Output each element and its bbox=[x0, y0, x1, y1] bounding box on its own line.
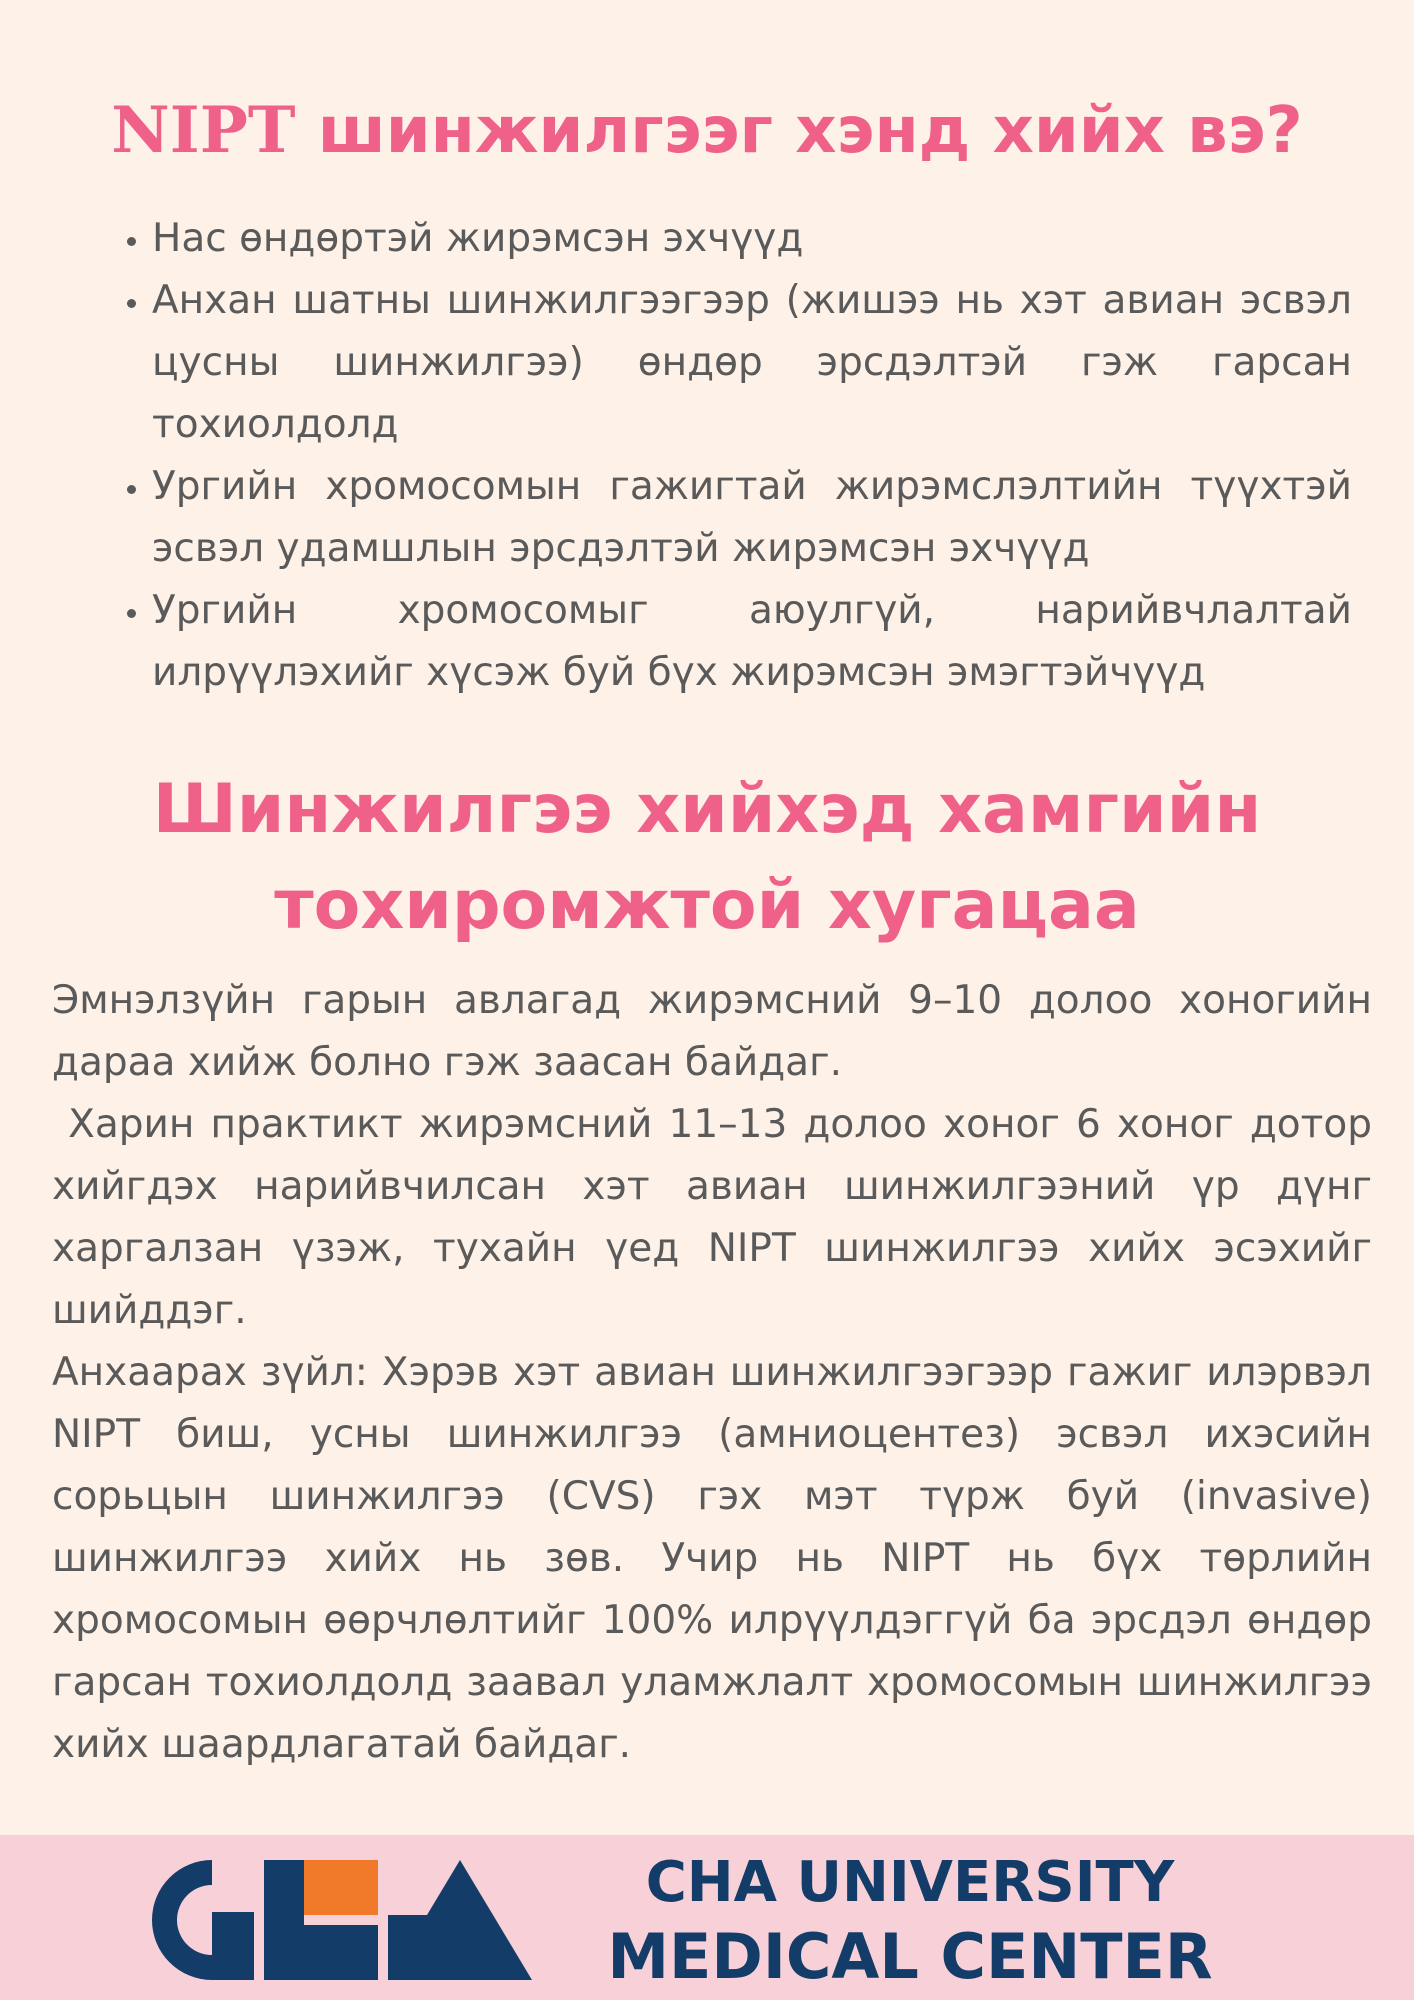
paragraph: Анхаарах зүйл: Хэрэв хэт авиан шинжилгээгээр гажиг илэрвэл NIPT биш, усны шинжилгээ (амниоцентез) эсвэл ихэсийн сорьцын шинжилгээ (CVS) гэх мэт түрж буй (invasive) шинжилгээ хийх нь зөв. Учир нь NIPT нь бүх төрлийн хромосомын өөрчлөлтийг 100% илрүүлдэггүй ба эрсдэл өндөр гарсан тохиолдолд заавал уламжлалт хромосомын шинжилгээ хийх шаардлагатай байдаг. bbox=[52, 1350, 1372, 1767]
section-title-line1: Шинжилгээ хийхэд хамгийн bbox=[152, 770, 1262, 849]
body-text bbox=[52, 970, 1385, 1776]
paragraph: Харин практикт жирэмсний 11–13 долоо хоног 6 хоног дотор хийгдэх нарийвчилсан хэт авиан шинжилгээний үр дүнг харгалзан үзэж, тухайн үед NIPT шинжилгээ хийх эсэхийг шийддэг. bbox=[52, 1102, 1385, 1333]
paragraph: Эмнэлзүйн гарын авлагад жирэмсний 9–10 долоо хоногийн дараа хийж болно гэж заасан байдаг. bbox=[52, 978, 1372, 1085]
brand-line1: CHA UNIVERSITY bbox=[645, 1850, 1175, 1915]
title-text: шинжилгээг хэнд хийх вэ? bbox=[295, 94, 1303, 168]
list-item: • Ургийн хромосомын гажигтай жирэмслэлтийн түүхтэй эсвэл удамшлын эрсдэлтэй жирэмсэн эхчүүд bbox=[152, 456, 1352, 580]
list-item: • Нас өндөртэй жирэмсэн эхчүүд bbox=[152, 208, 1352, 270]
brand-line2: MEDICAL CENTER bbox=[607, 1920, 1213, 1993]
target-group-list bbox=[100, 208, 1352, 704]
list-item: • Ургийн хромосомыг аюулгүй, нарийвчлалтай илрүүлэхийг хүсэж буй бүх жирэмсэн эмэгтэйчүүд bbox=[152, 580, 1352, 704]
list-item: • Анхан шатны шинжилгээгээр (жишээ нь хэт авиан эсвэл цусны шинжилгээ) өндөр эрсдэлтэй гэж гарсан тохиолдолд bbox=[152, 270, 1352, 456]
cha-logo-icon bbox=[152, 1860, 532, 1980]
page-title bbox=[40, 88, 1374, 174]
section-title bbox=[40, 762, 1374, 954]
brand-name bbox=[560, 1847, 1260, 1995]
footer-banner bbox=[0, 1835, 1414, 2000]
section-title-line2: тохиромжтой хугацаа bbox=[274, 866, 1140, 945]
title-nipt: NIPT bbox=[111, 93, 296, 168]
